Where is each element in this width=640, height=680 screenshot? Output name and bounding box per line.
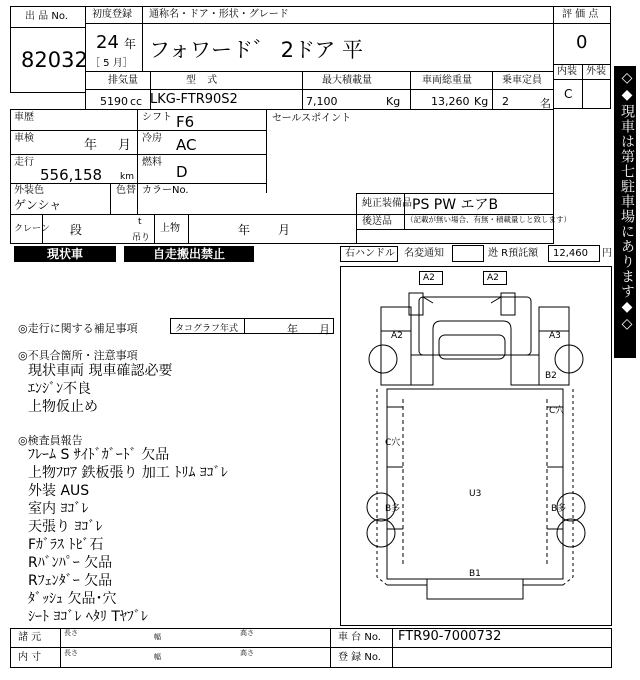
run-notes-title: ◎走行に関する補足事項	[18, 322, 138, 335]
inspector-line: ｼｰﾄ ﾖｺﾞﾚ ﾍﾀﾘ Tﾔﾌﾞﾚ	[28, 609, 148, 625]
length-label: 長さ	[64, 629, 78, 637]
disp-label: 排気量	[108, 75, 138, 86]
name-change-label: 名変通知	[404, 248, 444, 259]
vehicle-name: フォワード゛ 2ドア 平	[149, 38, 364, 62]
inspector-line: Fｶﾞﾗｽ ﾄﾋﾞ石	[28, 537, 104, 553]
load-value: 7,100	[306, 95, 338, 108]
handle-cell	[340, 246, 398, 262]
deposit-unit: 円	[602, 248, 612, 259]
spec-divider	[302, 71, 303, 110]
mark-label: C穴	[385, 438, 401, 448]
rear-right-wheel-2	[557, 519, 585, 547]
grade-cell	[553, 23, 611, 65]
spec-divider	[410, 71, 411, 110]
detail-hline	[137, 130, 266, 131]
tacho-month-unit: 月	[319, 323, 330, 336]
spec-divider	[150, 71, 151, 110]
chassis-label: 車 台 No.	[338, 632, 381, 643]
mark-label: A2	[423, 273, 435, 283]
spec-labels-row	[85, 71, 554, 90]
chassis-value: FTR90-7000732	[398, 629, 502, 644]
gross-unit: Kg	[474, 95, 489, 108]
crane-step-unit: 段	[70, 223, 83, 237]
grade-label-cell	[553, 6, 611, 24]
equip-label: 純正装備品	[362, 198, 412, 209]
lot-label-cell	[10, 6, 86, 28]
inspector-line: Rﾌｪﾝﾀﾞｰ 欠品	[28, 573, 113, 589]
detail-hline	[356, 229, 554, 230]
name-label: 通称名・ドア・形状・グレード	[149, 9, 289, 20]
crane-ton-unit: t	[138, 217, 142, 227]
capacity-value: 2	[502, 95, 509, 108]
mark-label: B多	[385, 504, 401, 514]
disp-unit: cc	[130, 95, 143, 108]
front-left-wheel	[369, 345, 397, 373]
deposit-box	[548, 245, 600, 262]
crane-hook-label: 吊り	[132, 233, 151, 243]
crane-label: クレーン	[14, 224, 50, 234]
inspection-year-unit: 年	[84, 138, 98, 153]
left-cab-side	[381, 307, 411, 331]
height-label-2: 高さ	[240, 649, 254, 657]
rear-left-wheel-2	[367, 519, 395, 547]
cargo-deck	[387, 389, 563, 579]
fuel-value: D	[176, 163, 188, 181]
spec-divider	[492, 71, 493, 110]
lot-label: 出 品 No.	[25, 11, 68, 22]
reg-label: 初度登録	[92, 9, 132, 20]
shift-value: F6	[176, 113, 195, 131]
reg-year: 24	[96, 32, 119, 53]
footer-divider	[392, 628, 393, 668]
vehicle-name-cell	[142, 23, 554, 72]
mark-label: A3	[549, 331, 561, 341]
detail-divider	[137, 109, 138, 214]
capacity-unit: 名	[540, 97, 551, 110]
upper-label: 上物	[160, 223, 180, 234]
model-value: LKG-FTR90S2	[150, 92, 238, 107]
inspector-line: Rﾊﾞﾝﾊﾟｰ 欠品	[28, 555, 113, 571]
self-drive-prohibited-badge: 自走搬出禁止	[124, 246, 254, 262]
crane-divider	[154, 214, 155, 244]
color-change-label: 色替	[116, 185, 136, 196]
length-label-2: 長さ	[64, 649, 78, 657]
grade-label: 評 価 点	[562, 9, 599, 20]
upper-year-unit: 年	[238, 223, 251, 237]
name-change-box	[452, 245, 484, 262]
right-cab-side	[539, 307, 569, 331]
grade-value: 0	[576, 32, 588, 53]
mileage-unit: km	[120, 172, 134, 182]
inspector-list	[28, 446, 228, 626]
gross-label: 車両総重量	[422, 75, 472, 86]
capacity-label: 乗車定員	[502, 75, 542, 86]
detail-divider	[110, 183, 111, 214]
interior-label: 内装	[557, 66, 577, 77]
rear-bumper	[427, 579, 523, 599]
load-label: 最大積載量	[322, 75, 372, 86]
reg-year-unit: 年	[124, 37, 137, 51]
handle-label: 右ハンドル	[345, 248, 395, 259]
mark-label: B2	[545, 371, 557, 381]
mark-label: A2	[391, 331, 403, 341]
footer-divider	[330, 628, 331, 668]
crane-divider	[188, 214, 189, 244]
interior-grade: C	[564, 87, 573, 101]
footer-table	[10, 628, 612, 668]
inspector-line: 上物ﾌﾛｱ 鉄板張り 加工 ﾄﾘﾑ ﾖｺﾞﾚ	[28, 465, 228, 481]
inspector-line: ﾀﾞｯｼｭ 欠品･穴	[28, 591, 117, 607]
parking-location-text: ◇◆現車は第七駐車場にあります◆◇	[619, 70, 635, 333]
current-state-badge: 現状車	[14, 246, 116, 262]
inspector-line: 外装 AUS	[28, 483, 90, 499]
shift-label: シフト	[142, 112, 172, 123]
fuel-label: 燃料	[142, 157, 162, 168]
load-unit: Kg	[386, 95, 401, 108]
height-label: 高さ	[240, 629, 254, 637]
ac-value: AC	[176, 136, 197, 154]
footer-hline	[10, 647, 612, 648]
width-label-2: 幅	[154, 653, 161, 661]
retrofit-note: （記載が無い場合、有無・積載量しと致します）	[406, 215, 571, 224]
width-label: 幅	[154, 633, 161, 641]
defect-list	[28, 362, 172, 416]
mark-box	[419, 271, 443, 285]
detail-hline	[10, 130, 137, 131]
disp-value: 5190	[100, 95, 128, 108]
mileage-value: 556,158	[40, 166, 103, 184]
deposit-value: 12,460	[553, 248, 588, 259]
mark-label: U3	[469, 489, 482, 499]
retrofit-label: 後送品	[362, 216, 392, 227]
defect-line: 上物仮止め	[28, 399, 98, 415]
inspection-label: 車検	[14, 133, 34, 144]
interior-grade-cell	[553, 79, 583, 109]
dims-label: 諸 元	[18, 632, 42, 643]
mark-label: B1	[469, 569, 481, 579]
defect-line: 現状車両 現車確認必要	[28, 363, 173, 379]
spec-values-row	[85, 89, 554, 110]
mark-box	[483, 271, 507, 285]
equip-value: PS PW エアB	[412, 197, 499, 213]
detail-divider	[356, 193, 357, 244]
upper-month-unit: 月	[278, 223, 291, 237]
mileage-label: 走行	[14, 157, 34, 168]
inspector-title: ◎検査員報告	[18, 434, 83, 447]
reg-label-cell	[85, 6, 143, 24]
cab-windshield	[433, 321, 511, 355]
color-label: 外装色	[14, 185, 44, 196]
sales-point-label: セールスポイント	[272, 113, 352, 124]
model-label: 型 式	[186, 75, 222, 86]
tacho-box	[170, 318, 334, 334]
right-mirror	[501, 293, 515, 315]
defect-title: ◎不具合箇所・注意事項	[18, 349, 138, 362]
reg-month: ［ 5 月］	[90, 58, 133, 69]
inner-size-label: 内 寸	[18, 652, 42, 663]
mark-label: C穴	[549, 406, 565, 416]
mark-label: A2	[487, 273, 499, 283]
lot-number: 82032	[21, 48, 88, 72]
ac-label: 冷房	[142, 133, 162, 144]
color-no-label: カラーNo.	[142, 185, 189, 196]
exterior-grade-cell	[582, 79, 611, 109]
exterior-label-cell	[582, 64, 611, 80]
registration-label: 登 録 No.	[338, 652, 381, 663]
lot-number-cell	[10, 27, 86, 93]
truck-diagram-frame	[340, 266, 612, 626]
tacho-label: タコグラフ年式	[175, 324, 239, 334]
history-label: 車歴	[14, 112, 34, 123]
crane-divider	[42, 214, 43, 244]
tacho-divider	[244, 318, 245, 334]
footer-divider	[60, 628, 61, 668]
detail-hline	[10, 154, 266, 155]
recycle-label: 迯 R預託額	[488, 248, 539, 259]
defect-line: ｴﾝｼﾞﾝ不良	[28, 381, 91, 397]
cab-roof	[419, 297, 531, 355]
exterior-label: 外装	[586, 66, 606, 77]
color-value: ゲンシャ	[14, 198, 62, 212]
parking-location-banner	[614, 66, 636, 358]
mark-label: B多	[551, 504, 567, 514]
tacho-year-unit: 年	[287, 323, 298, 336]
gross-value: 13,260	[431, 95, 470, 108]
inspection-month-unit: 月	[118, 138, 132, 153]
reg-date-cell	[85, 23, 143, 72]
interior-label-cell	[553, 64, 583, 80]
name-label-cell	[142, 6, 554, 24]
inspector-line: 室内 ﾖｺﾞﾚ	[28, 501, 89, 517]
detail-divider	[266, 109, 267, 193]
inspector-line: 天張り ﾖｺﾞﾚ	[28, 519, 103, 535]
inspector-line: ﾌﾚｰﾑ S ｻｲﾄﾞｶﾞｰﾄﾞ 欠品	[28, 447, 170, 463]
